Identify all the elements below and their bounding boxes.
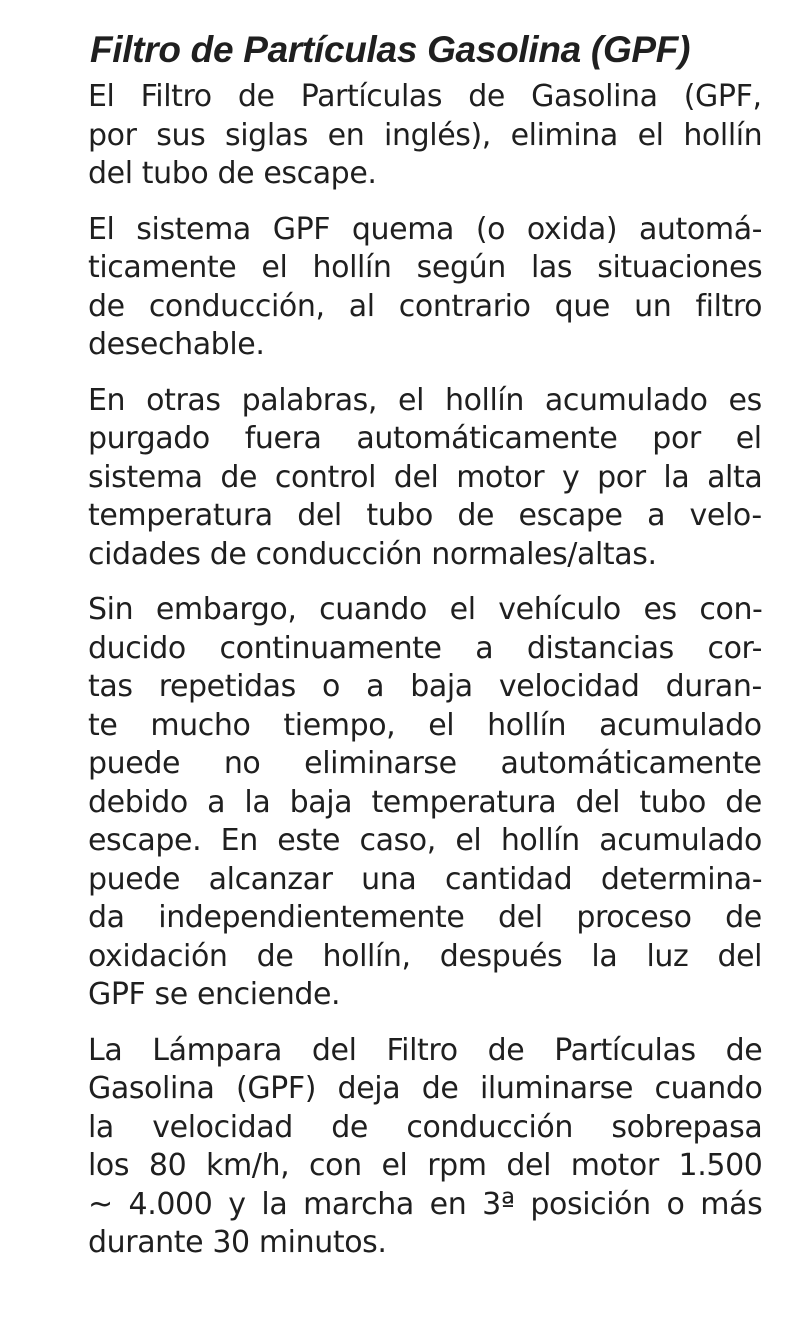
text-line: ticamente el hollín según las situaciones	[88, 250, 763, 285]
text-line: desechable.	[88, 327, 265, 362]
text-line: de conducción, al contrario que un filtro	[88, 288, 763, 324]
paragraph-burning	[88, 211, 762, 365]
text-line: El Filtro de Partículas de Gasolina (GPF,	[88, 79, 762, 114]
text-line: GPF se enciende.	[88, 977, 341, 1012]
text-line: ducido continuamente a distancias cor-	[88, 630, 762, 666]
text-line: Gasolina (GPF) deja de iluminarse cuando	[88, 1071, 763, 1106]
paragraph-intro	[88, 78, 762, 194]
paragraph-purge	[88, 382, 762, 575]
text-line: cidades de conducción normales/altas.	[88, 536, 657, 572]
text-line: los 80 km/h, con el rpm del motor 1.500	[88, 1148, 763, 1183]
text-line: oxidación de hollín, después la luz del	[88, 938, 763, 974]
paragraph-lamp-off	[88, 1032, 762, 1263]
text-line: El sistema GPF quema (o oxida) automá-	[88, 211, 763, 247]
text-line: temperatura del tubo de escape a velo-	[88, 498, 762, 533]
text-line: sistema de control del motor y por la alta	[88, 459, 763, 495]
text-line: da independientemente del proceso de	[88, 900, 762, 935]
text-line: Sin embargo, cuando el vehículo es con-	[88, 592, 763, 627]
text-line: tas repetidas o a baja velocidad duran-	[88, 669, 762, 704]
text-line: por sus siglas en inglés), elimina el hollín	[88, 117, 763, 153]
text-line: purgado fuera automáticamente por el	[88, 421, 762, 456]
text-line: escape. En este caso, el hollín acumulado	[88, 823, 762, 858]
text-line: ~ 4.000 y la marcha en 3ª posición o más	[88, 1186, 763, 1222]
document-page	[88, 22, 762, 1280]
text-line: debido a la baja temperatura del tubo de	[88, 784, 762, 820]
text-line: puede no eliminarse automáticamente	[88, 746, 762, 781]
section-title: Filtro de Partículas Gasolina (GPF)	[90, 29, 691, 70]
text-line: En otras palabras, el hollín acumulado es	[88, 382, 762, 418]
text-line: puede alcanzar una cantidad determina-	[88, 861, 763, 897]
text-line: La Lámpara del Filtro de Partículas de	[88, 1032, 763, 1068]
text-line: durante 30 minutos.	[88, 1225, 387, 1260]
text-line: te mucho tiempo, el hollín acumulado	[88, 707, 762, 743]
text-line: la velocidad de conducción sobrepasa	[88, 1109, 763, 1145]
paragraph-short-trips	[88, 591, 762, 1015]
text-line: del tubo de escape.	[88, 156, 377, 191]
